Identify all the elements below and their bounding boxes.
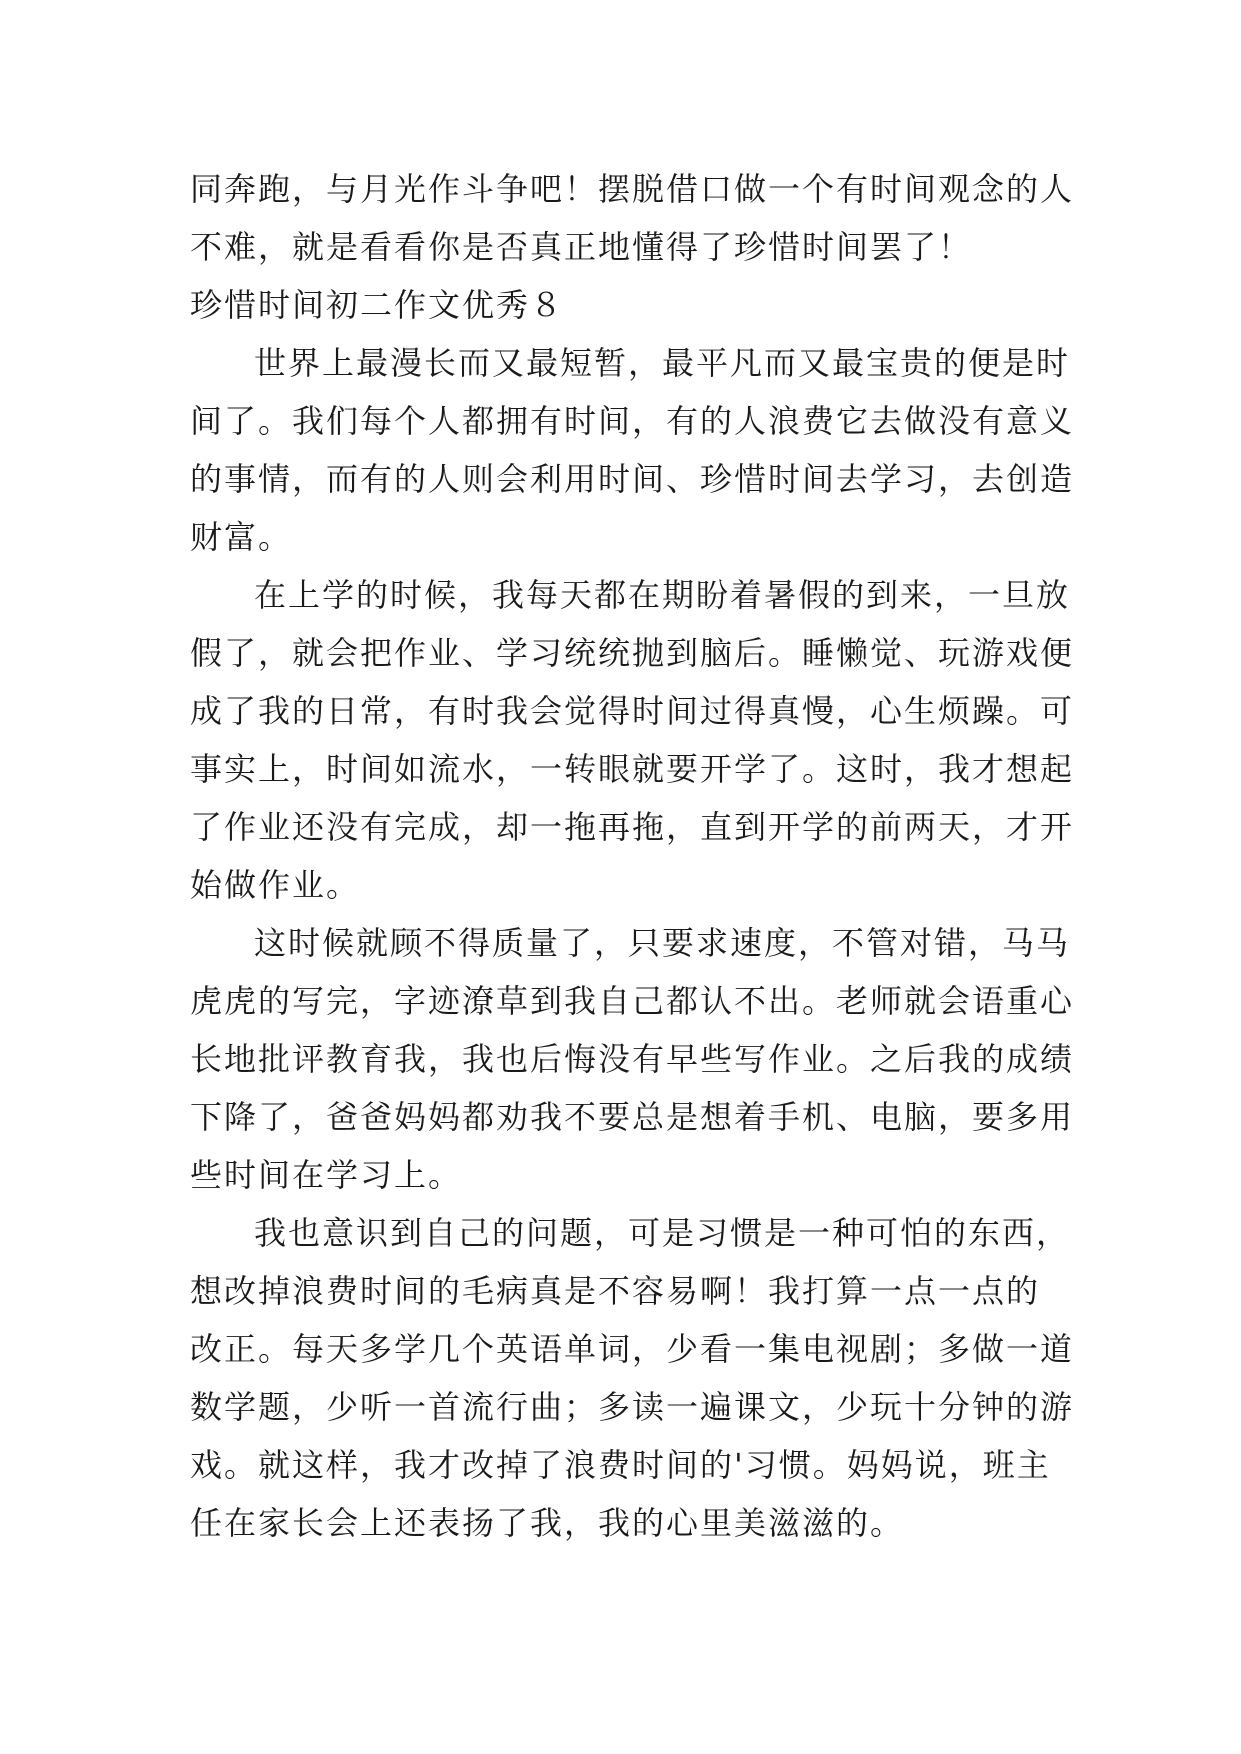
paragraph-line: 些时间在学习上。 [190,1156,463,1194]
paragraph-line: 事实上，时间如流水，一转眼就要开学了。这时，我才想起 [190,750,1075,788]
paragraph-line: 了作业还没有完成，却一拖再拖，直到开学的前两天，才开 [190,808,1075,846]
paragraph-line: 下降了，爸爸妈妈都劝我不要总是想着手机、电脑，要多用 [190,1098,1075,1136]
intro-line: 同奔跑，与月光作斗争吧！摆脱借口做一个有时间观念的人 [190,170,1075,208]
paragraph [190,1204,1075,1552]
intro-line: 不难，就是看看你是否真正地懂得了珍惜时间罢了！ [190,228,973,266]
paragraph-line: 改正。每天多学几个英语单词，少看一集电视剧；多做一道 [190,1330,1075,1368]
paragraph-line: 间了。我们每个人都拥有时间，有的人浪费它去做没有意义 [190,402,1075,440]
paragraph-line: 这时候就顾不得质量了，只要求速度，不管对错，马马 [254,924,1071,962]
document-body [190,160,1075,1552]
paragraph-line: 长地批评教育我，我也后悔没有早些写作业。之后我的成绩 [190,1040,1075,1078]
paragraph-line: 世界上最漫长而又最短暂，最平凡而又最宝贵的便是时 [254,344,1071,382]
paragraph-line: 数学题，少听一首流行曲；多读一遍课文，少玩十分钟的游 [190,1388,1075,1426]
paragraph-line: 想改掉浪费时间的毛病真是不容易啊！我打算一点一点的 [190,1272,1041,1310]
paragraph [190,334,1075,566]
paragraph [190,914,1075,1204]
paragraph-line: 任在家长会上还表扬了我，我的心里美滋滋的。 [190,1504,905,1542]
paragraph-line: 在上学的时候，我每天都在期盼着暑假的到来，一旦放 [254,576,1071,614]
paragraph-line: 虎虎的写完，字迹潦草到我自己都认不出。老师就会语重心 [190,982,1075,1020]
paragraph-line: 戏。就这样，我才改掉了浪费时间的'习惯。妈妈说，班主 [190,1446,1051,1484]
paragraph-line: 我也意识到自己的问题，可是习惯是一种可怕的东西， [254,1214,1071,1252]
paragraph-line: 始做作业。 [190,866,361,904]
paragraph [190,566,1075,914]
section-heading: 珍惜时间初二作文优秀８ [190,286,565,324]
paragraph-line: 财富。 [190,518,293,556]
paragraph-line: 的事情，而有的人则会利用时间、珍惜时间去学习，去创造 [190,460,1075,498]
paragraph-line: 假了，就会把作业、学习统统抛到脑后。睡懒觉、玩游戏便 [190,634,1075,672]
paragraph-line: 成了我的日常，有时我会觉得时间过得真慢，心生烦躁。可 [190,692,1075,730]
